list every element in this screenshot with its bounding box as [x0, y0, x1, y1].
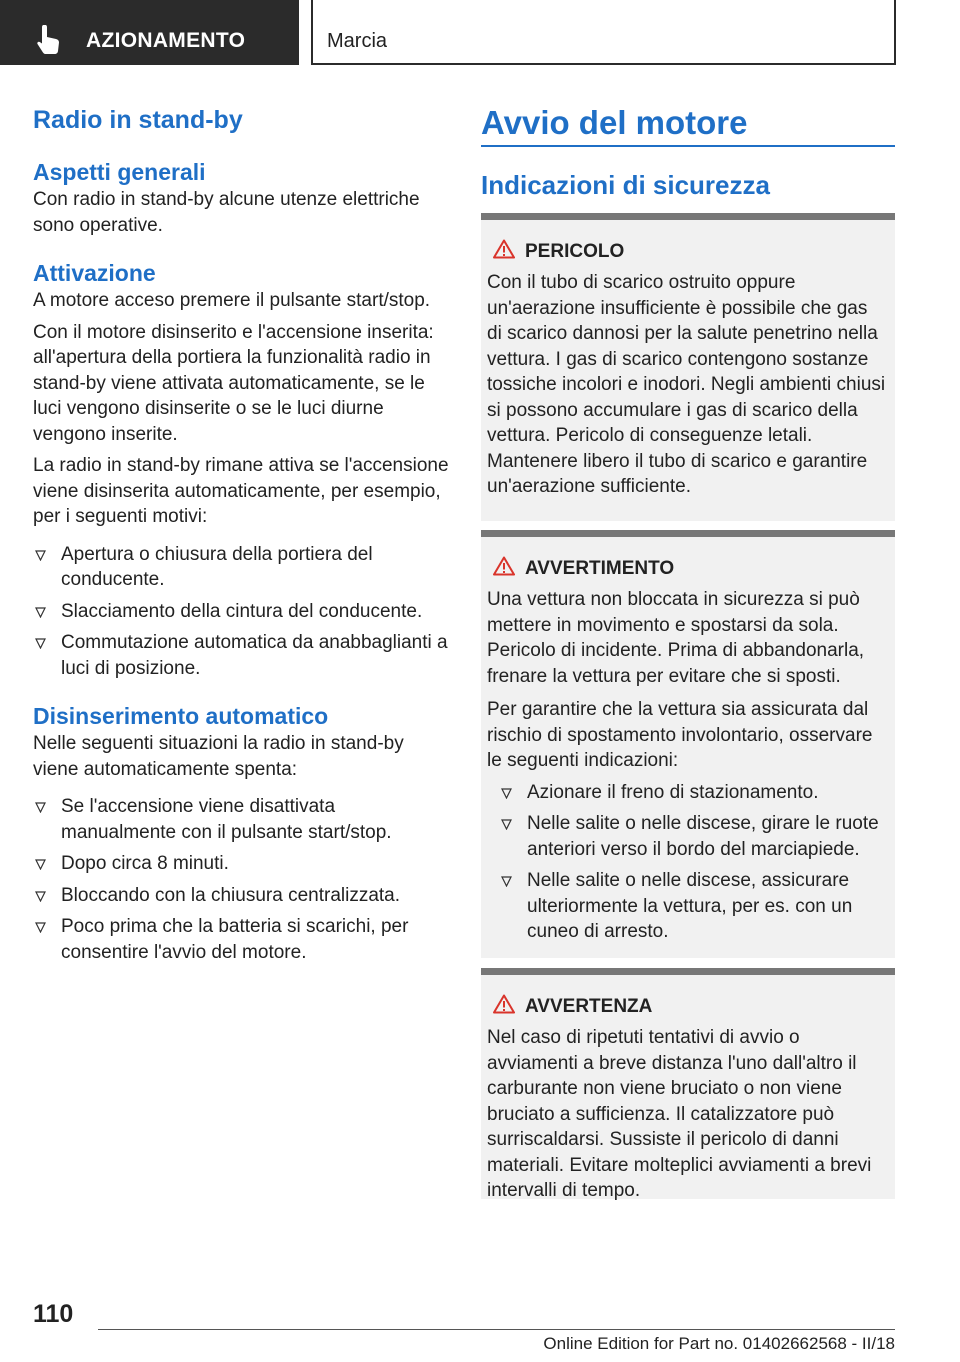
hand-pointer-icon [34, 25, 62, 55]
triangle-bullet-icon [35, 859, 46, 870]
list-item: Nelle salite o nelle discese, assicurare ulteriormente la vettura, per es. con un cuneo di arresto. [487, 868, 887, 945]
heading-rule [481, 145, 895, 147]
list-item: Slacciamento della cintura del conducente. [33, 599, 449, 625]
warning-title: AVVERTIMENTO [487, 555, 887, 583]
caution-title: AVVERTENZA [487, 993, 887, 1021]
right-column [481, 103, 895, 203]
list-item: Bloccando con la chiusura centralizzata. [33, 883, 449, 909]
activation-paragraph-3: La radio in stand-by rimane attiva se l'accensione viene disinserita automaticamente, per esempio, per i seguenti motivi: [33, 455, 449, 527]
heading-activation: Attivazione [33, 260, 156, 286]
footer-rule [98, 1329, 895, 1330]
heading-general: Aspetti generali [33, 159, 206, 185]
caution-box [481, 968, 895, 1199]
triangle-bullet-icon [35, 922, 46, 933]
triangle-bullet-icon [35, 802, 46, 813]
list-item: Poco prima che la batteria si scarichi, per consentire l'avvio del motore. [33, 914, 449, 965]
triangle-bullet-icon [35, 638, 46, 649]
section-title: Marcia [327, 30, 388, 52]
list-item: Se l'accensione viene disattivata manualmente con il pulsante start/stop. [33, 794, 449, 845]
list-item: Commutazione automatica da anabbaglianti a luci di posizione. [33, 630, 449, 681]
heading-safety: Indicazioni di sicurezza [481, 170, 770, 200]
auto-off-text: Nelle seguenti situazioni la radio in stand-by viene automaticamente spenta: [33, 733, 404, 780]
triangle-bullet-icon [35, 607, 46, 618]
danger-box [481, 213, 895, 521]
warning-paragraph-1: Una vettura non bloccata in sicurezza si può mettere in movimento e spostarsi da sola. Pericolo di incidente. Prima di abbandonarla, frenare la vettura per evitare che si sposti. [487, 589, 865, 687]
warning-triangle-icon [493, 239, 515, 259]
triangle-bullet-icon [35, 550, 46, 561]
danger-text: Con il tubo di scarico ostruito oppure un'aerazione insufficiente è possibile che gas di scarico dannosi per la salute penetrino nella vettura. I gas di scarico contengono sostanze tossiche incolori e inodori. Negli ambienti chiusi si possono accumulare i gas di scarico della vettura. Pericolo di conseguenze letali. Mantenere libero il tubo di scarico e garantire un'aerazione sufficiente. [487, 272, 886, 497]
warning-box [481, 530, 895, 958]
warning-paragraph-2: Per garantire che la vettura sia assicurata dal rischio di spostamento involontario, osservare le seguenti indicazioni: [487, 699, 873, 771]
list-item: Apertura o chiusura della portiera del conducente. [33, 542, 449, 593]
list-item: Nelle salite o nelle discese, girare le ruote anteriori verso il bordo del marciapiede. [487, 811, 887, 862]
caution-text: Nel caso di ripetuti tentativi di avvio o avviamenti a breve distanza l'uno dall'altro il carburante non viene bruciato o non viene bruciato a sufficienza. Il catalizzatore può surriscaldarsi. Sussiste il pericolo di danni materiali. Evitare molteplici avviamenti a brevi intervalli di tempo. [487, 1027, 872, 1201]
heading-radio-standby: Radio in stand-by [33, 106, 243, 134]
triangle-bullet-icon [35, 891, 46, 902]
warning-triangle-icon [493, 556, 515, 576]
list-item: Dopo circa 8 minuti. [33, 851, 449, 877]
chapter-label: AZIONAMENTO [86, 29, 246, 52]
activation-paragraph-1: A motore acceso premere il pulsante start/stop. [33, 290, 431, 311]
chapter-tab [0, 0, 299, 65]
triangle-bullet-icon [501, 819, 512, 830]
general-text: Con radio in stand-by alcune utenze elettriche sono operative. [33, 189, 420, 236]
edition-note: Online Edition for Part no. 01402662568 - II/18 [543, 1334, 895, 1353]
list-item: Azionare il freno di stazionamento. [487, 780, 887, 806]
warning-triangle-icon [493, 994, 515, 1014]
heading-engine-start: Avvio del motore [481, 104, 748, 141]
triangle-bullet-icon [501, 788, 512, 799]
triangle-bullet-icon [501, 876, 512, 887]
page-number: 110 [33, 1300, 74, 1328]
danger-title: PERICOLO [487, 238, 887, 266]
activation-paragraph-2: Con il motore disinserito e l'accensione inserita: all'apertura della portiera la funzionalità radio in stand-by viene attivata automaticamente, se le luci vengono disinserite o se le luci diurne vengono inserite. [33, 321, 434, 445]
section-header [311, 0, 896, 65]
heading-auto-off: Disinserimento automatico [33, 703, 329, 729]
left-column [33, 103, 449, 965]
